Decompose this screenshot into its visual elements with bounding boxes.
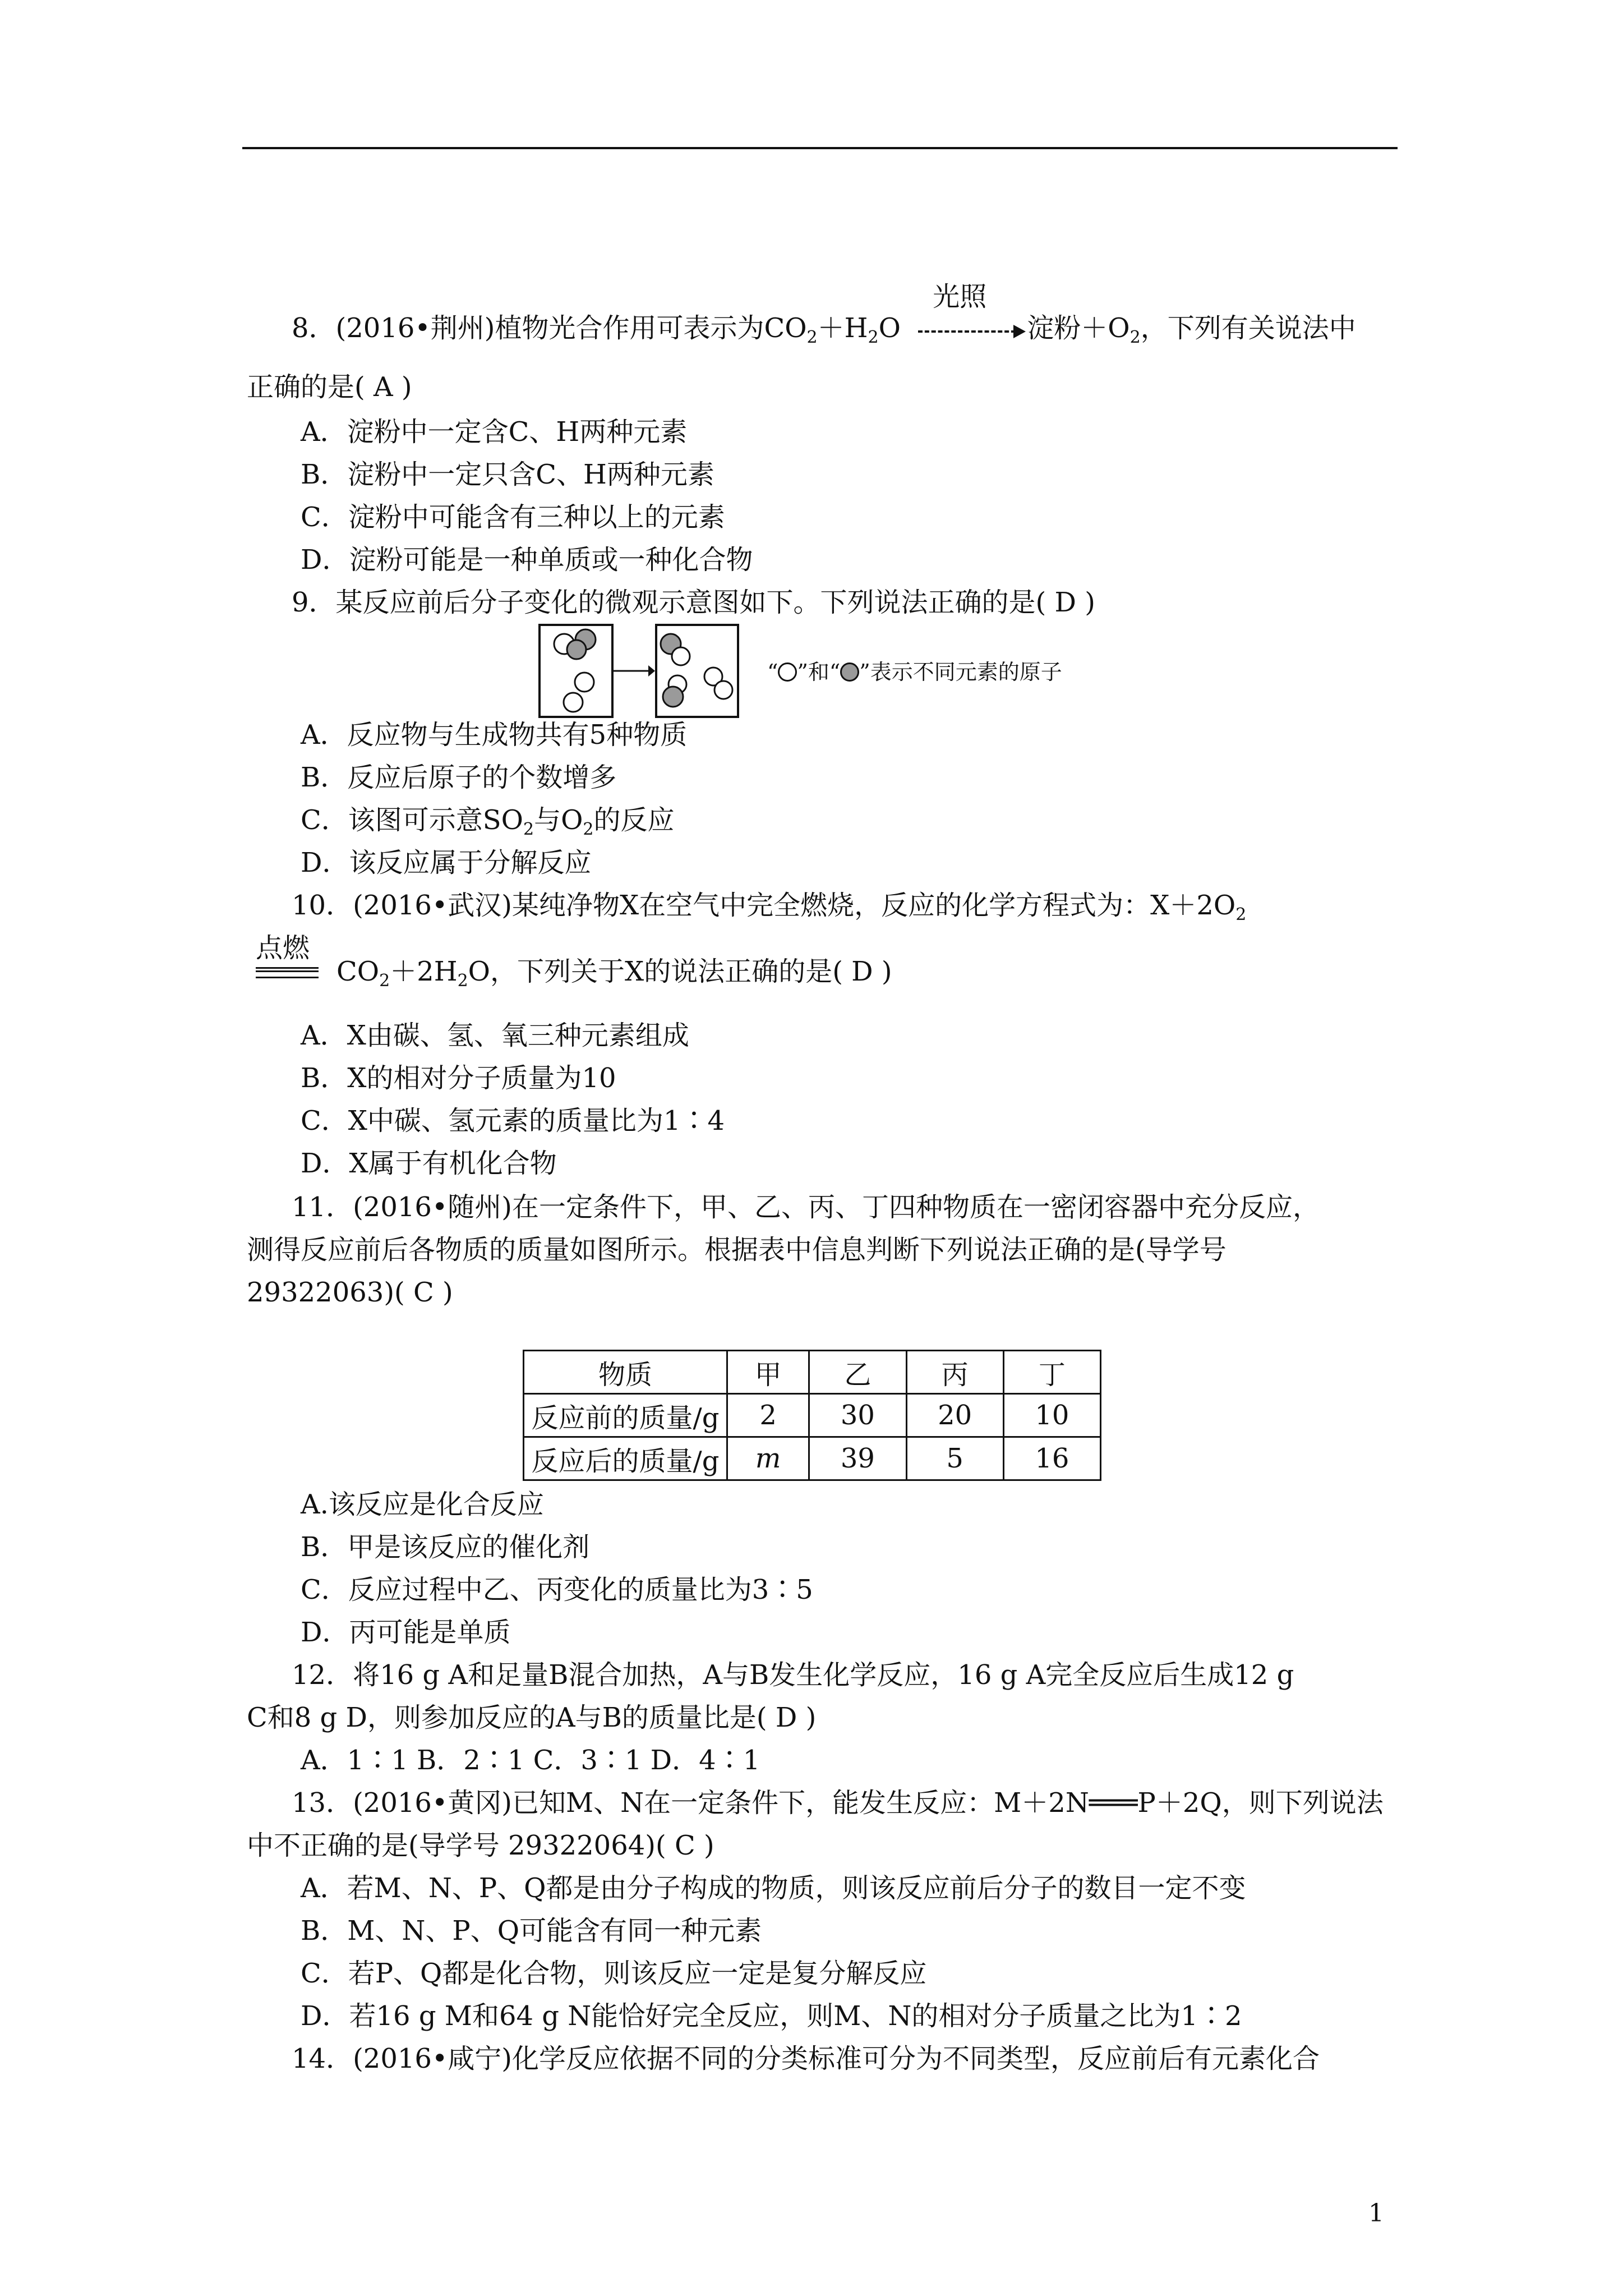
table-cell: 10 (1003, 1394, 1100, 1437)
q10-line1: 10．(2016•武汉)某纯净物X在空气中完全燃烧，反应的化学方程式为：$X+2O_2$ (292, 890, 1247, 924)
q12-options: A．1∶1 B．2∶1 C．3∶1 D．4∶1 (301, 1745, 760, 1776)
q11-line2: 测得反应前后各物质的质量如图所示。根据表中信息判断下列说法正确的是(导学号 (247, 1234, 1227, 1266)
header-rule (242, 147, 1398, 149)
table-cell: 丁 (1003, 1351, 1100, 1394)
q13-option-a: A．若M、N、P、Q都是由分子构成的物质，则该反应前后分子的数目一定不变 (301, 1872, 1246, 1904)
table-cell: m (727, 1437, 809, 1480)
q13-option-b: B．M、N、P、Q可能含有同一种元素 (301, 1915, 762, 1947)
q11-option-c: C．反应过程中乙、丙变化的质量比为3∶5 (301, 1574, 813, 1605)
mass-table (523, 1350, 1101, 1481)
reaction-arrow (909, 281, 1027, 345)
equals-sign (256, 967, 319, 978)
q9-option-d: D．该反应属于分解反应 (301, 847, 592, 878)
q8-line1: 8．(2016•荆州)植物光合作用可表示为$CO_2+H_2O$ 光照 淀粉$+O_2$，下列有关说法中 (292, 281, 1356, 347)
arrow-condition: 光照 (933, 281, 987, 312)
table-cell: 16 (1003, 1437, 1100, 1480)
q8-option-c: C．淀粉中可能含有三种以上的元素 (301, 501, 725, 533)
table-row (524, 1394, 1101, 1437)
table-row (524, 1437, 1101, 1480)
q8-option-a: A．淀粉中一定含C、H两种元素 (301, 416, 688, 448)
q9-stem: 9．某反应前后分子变化的微观示意图如下。下列说法正确的是( D ) (292, 587, 1095, 618)
q9-legend: “ ”和“ ”表示不同元素的原子 (767, 660, 1062, 684)
table-cell: 反应前的质量/g (524, 1394, 727, 1437)
q11-line3: 29322063)( C ) (247, 1277, 453, 1308)
q14-line1: 14．(2016•咸宁)化学反应依据不同的分类标准可分为不同类型，反应前后有元素化合 (292, 2043, 1320, 2074)
q12-line2: C和8 g D，则参加反应的A与B的质量比是( D ) (247, 1702, 817, 1733)
table-header-row (524, 1351, 1101, 1394)
table-cell: 20 (906, 1394, 1003, 1437)
table-cell: 5 (906, 1437, 1003, 1480)
table-cell: 物质 (524, 1351, 727, 1394)
q11-line1: 11．(2016•随州)在一定条件下，甲、乙、丙、丁四种物质在一密闭容器中充分反应， (292, 1191, 1320, 1223)
table-cell: 甲 (727, 1351, 809, 1394)
white-atom-icon (778, 662, 797, 682)
table-cell: 39 (809, 1437, 906, 1480)
gray-atom-icon (840, 662, 859, 682)
q9-option-c: C．该图可示意$SO_2$与$O_2$的反应 (301, 804, 675, 839)
q8-option-b: B．淀粉中一定只含C、H两种元素 (301, 459, 714, 490)
q10-option-c: C．X中碳、氢元素的质量比为1∶4 (301, 1105, 725, 1137)
q8-line2: 正确的是( A ) (247, 371, 412, 403)
q13-option-d: D．若16 g M和64 g N能恰好完全反应，则M、N的相对分子质量之比为1∶2 (301, 2000, 1242, 2032)
q11-option-a: A.该反应是化合反应 (301, 1489, 544, 1520)
q9-option-b: B．反应后原子的个数增多 (301, 762, 617, 793)
q9-option-a: A．反应物与生成物共有5种物质 (301, 719, 688, 751)
molecule-diagram (538, 624, 740, 719)
table-cell: 丙 (906, 1351, 1003, 1394)
table-cell: 反应后的质量/g (524, 1437, 727, 1480)
q11-option-d: D．丙可能是单质 (301, 1617, 511, 1648)
table-cell: 2 (727, 1394, 809, 1437)
q8-option-d: D．淀粉可能是一种单质或一种化合物 (301, 544, 753, 576)
q12-line1: 12．将16 g A和足量B混合加热，A与B发生化学反应，16 g A完全反应后生成12 g (292, 1659, 1294, 1691)
table-cell: 30 (809, 1394, 906, 1437)
q13-line1: 13．(2016•黄冈)已知M、N在一定条件下，能发生反应：M＋2N═══P＋2Q，则下列说法 (292, 1787, 1384, 1819)
q13-line2: 中不正确的是(导学号 29322064)( C ) (247, 1830, 714, 1861)
q10-option-a: A．X由碳、氢、氧三种元素组成 (301, 1020, 689, 1051)
q13-option-c: C．若P、Q都是化合物，则该反应一定是复分解反应 (301, 1958, 927, 1989)
table-cell: 乙 (809, 1351, 906, 1394)
q10-option-d: D．X属于有机化合物 (301, 1148, 557, 1179)
q10-condition: 点燃 (256, 932, 310, 964)
q10-option-b: B．X的相对分子质量为10 (301, 1062, 616, 1094)
q10-line2: $CO_2+2H_2O$，下列关于X的说法正确的是( D ) (336, 956, 892, 991)
q11-option-b: B．甲是该反应的催化剂 (301, 1531, 590, 1563)
page-number: 1 (1368, 2199, 1384, 2228)
